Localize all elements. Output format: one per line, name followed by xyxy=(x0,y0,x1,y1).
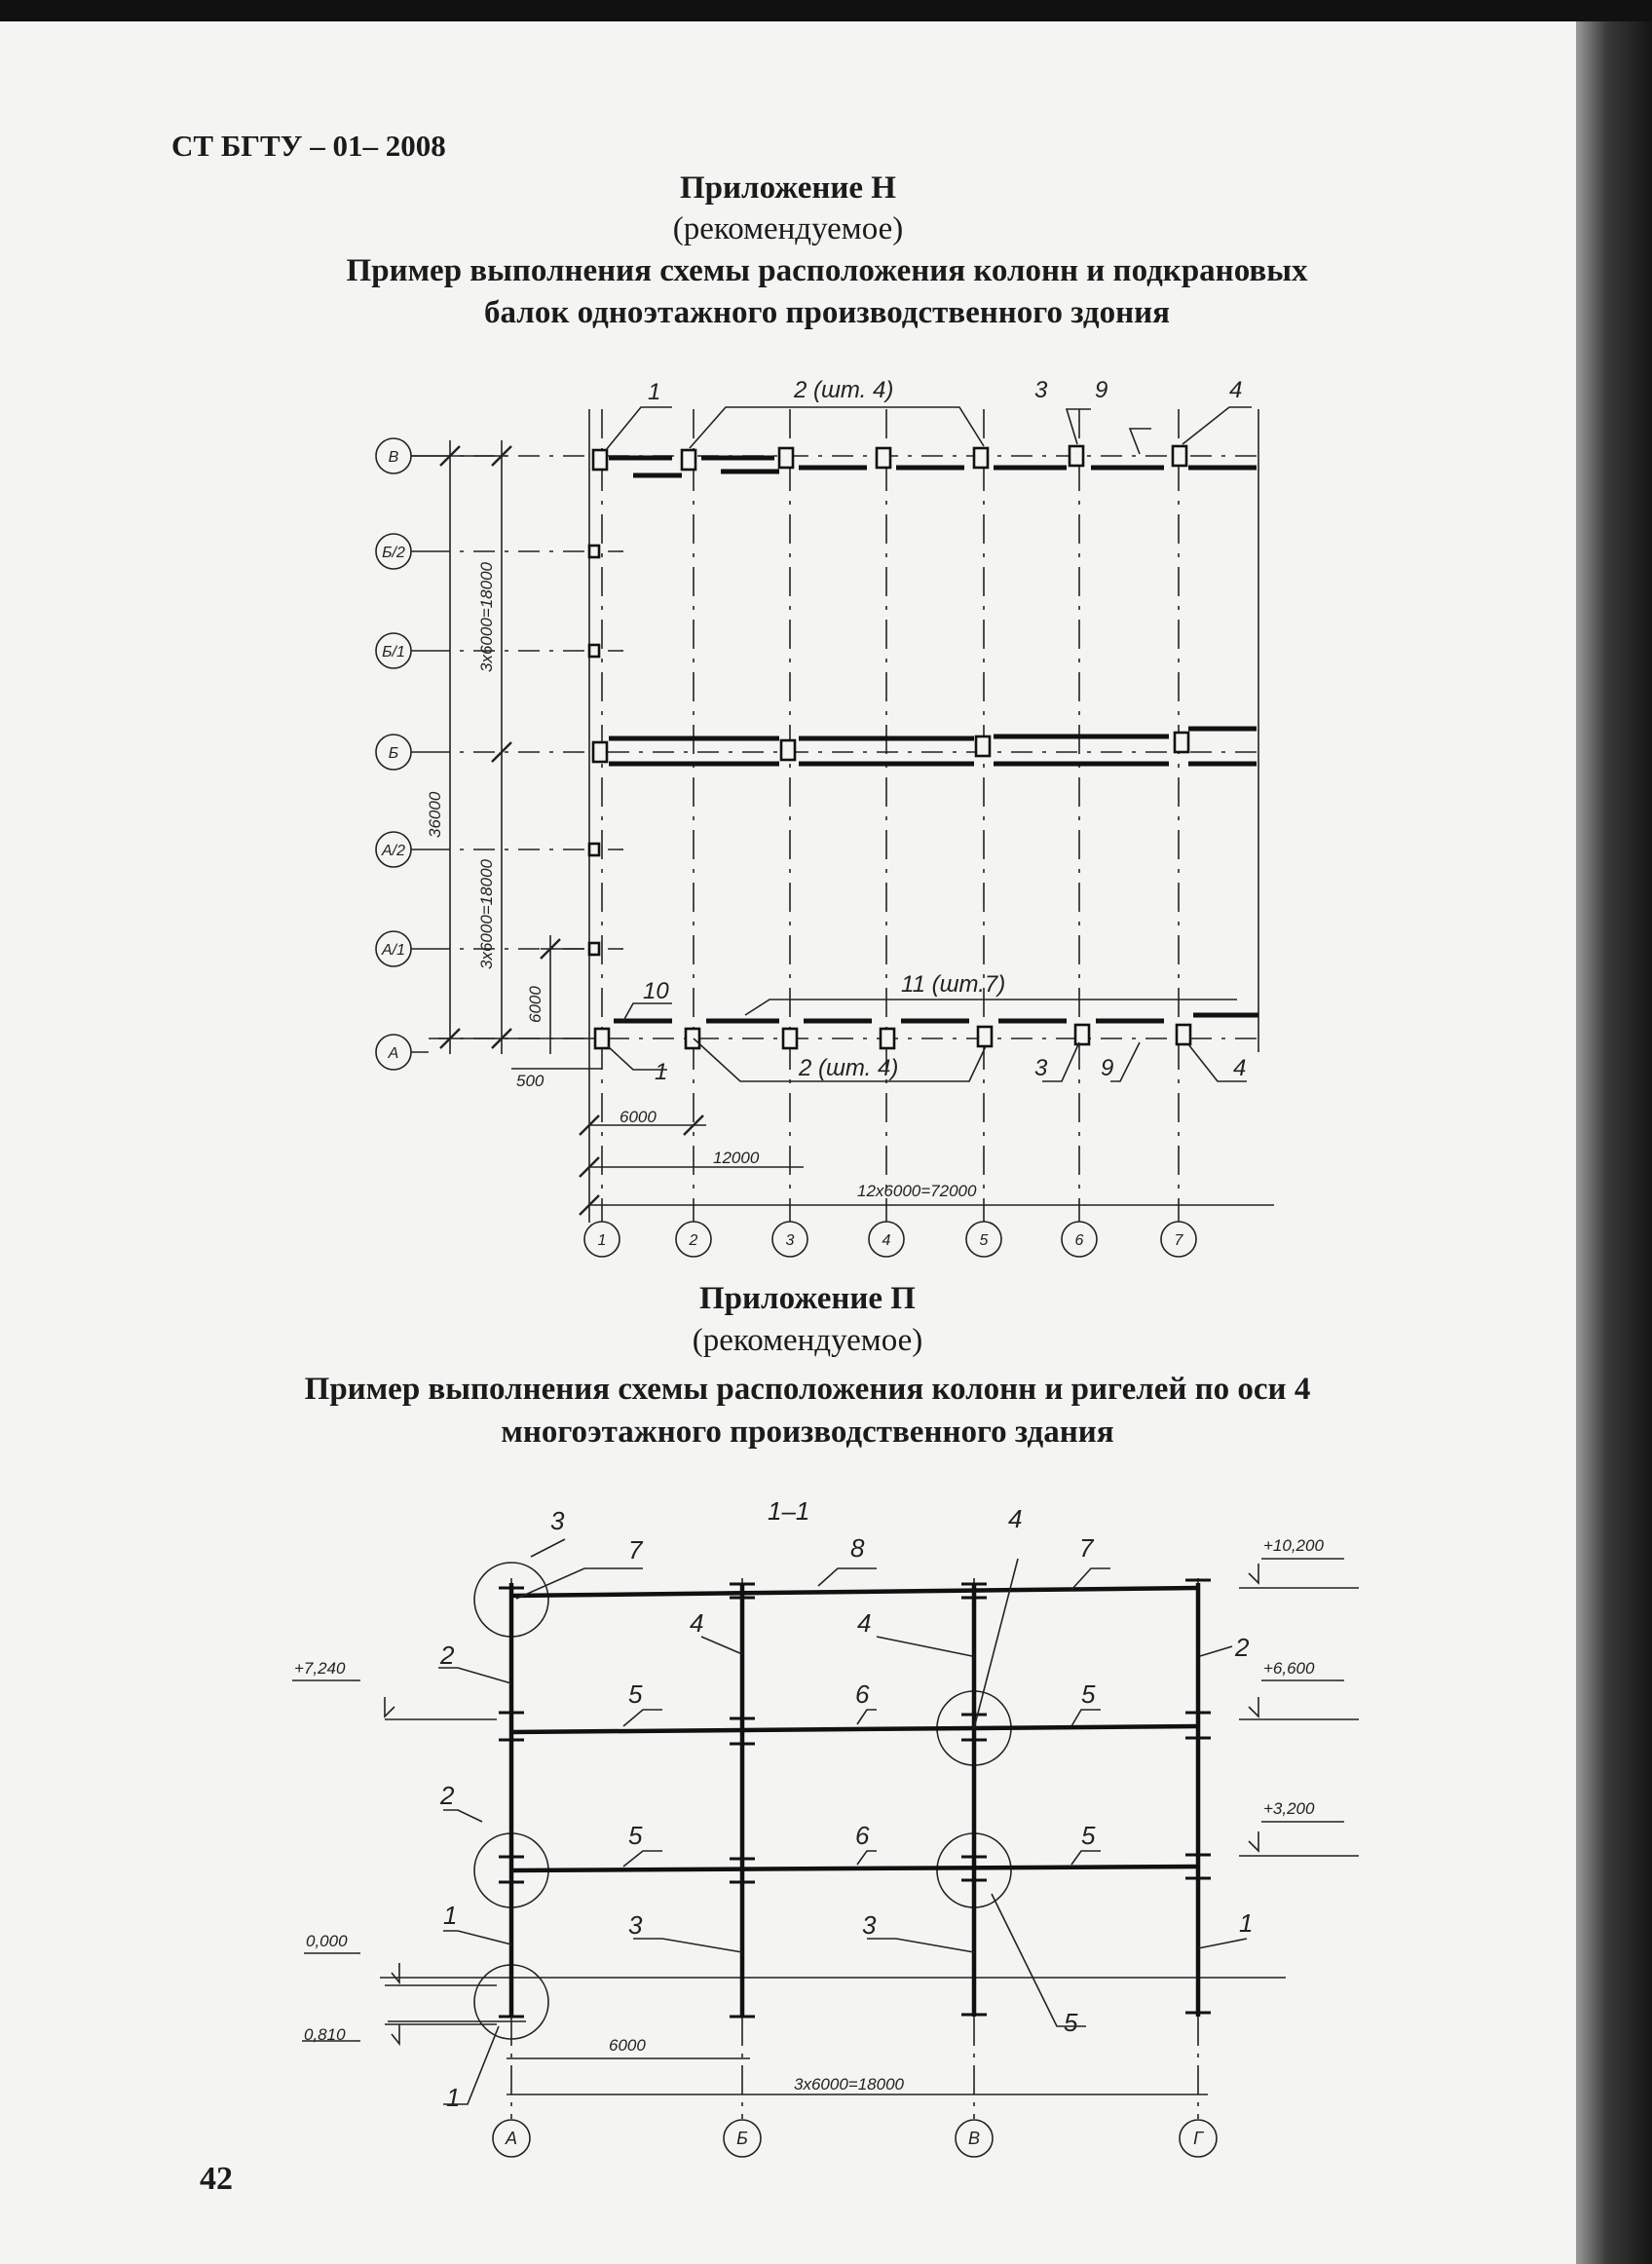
frame-mark-7a: 7 xyxy=(628,1535,643,1565)
mark-top-4: 4 xyxy=(1229,377,1243,403)
frame-mark-2c: 2 xyxy=(440,1781,455,1810)
frame-mark-5c: 5 xyxy=(628,1821,643,1850)
frame-mark-1c: 1 xyxy=(446,2083,461,2112)
mark-top-9: 9 xyxy=(1095,377,1108,403)
frame-mark-1b: 1 xyxy=(1239,1908,1254,1938)
appendix-n-caption-1: Пример выполнения схемы расположения колонн и подкрановых xyxy=(346,253,1308,288)
col-axis-1: 1 xyxy=(597,1232,607,1249)
frame-axis-b: Б xyxy=(736,2129,748,2148)
mark-bottom-3: 3 xyxy=(1034,1055,1048,1081)
page-number: 42 xyxy=(200,2161,233,2197)
level-10200: +10,200 xyxy=(1263,1536,1324,1555)
frame-dim-6000: 6000 xyxy=(609,2036,646,2055)
dim-6000: 6000 xyxy=(620,1108,657,1126)
section-label: 1–1 xyxy=(768,1496,810,1526)
dim-72000: 12х6000=72000 xyxy=(857,1182,977,1200)
col-axis-3: 3 xyxy=(785,1232,795,1249)
col-axis-7: 7 xyxy=(1174,1232,1183,1249)
dim-12000: 12000 xyxy=(713,1149,760,1167)
frame-axis-v: В xyxy=(967,2129,981,2148)
dim-left-upper: 3х6000=18000 xyxy=(477,562,496,672)
page-edge-shadow xyxy=(1576,0,1652,2264)
frame-axis-a: А xyxy=(505,2129,518,2148)
dim-small-6000: 6000 xyxy=(526,986,544,1023)
row-axis-b2: Б/2 xyxy=(382,545,405,561)
frame-mark-2a: 2 xyxy=(440,1641,455,1670)
level-0000: 0,000 xyxy=(306,1932,348,1950)
level-0810: 0,810 xyxy=(304,2025,346,2044)
frame-mark-6b: 6 xyxy=(855,1821,870,1850)
col-axis-4: 4 xyxy=(882,1232,891,1249)
dim-left-total: 36000 xyxy=(426,791,444,838)
frame-mark-2b: 2 xyxy=(1235,1633,1250,1662)
appendix-p-title: Приложение П xyxy=(699,1281,916,1316)
level-6600: +6,600 xyxy=(1263,1659,1315,1678)
appendix-n-caption-2: балок одноэтажного производственного здония xyxy=(484,295,1170,330)
mark-bottom-4: 4 xyxy=(1233,1055,1247,1081)
col-axis-5: 5 xyxy=(979,1232,989,1249)
row-axis-a1: А/1 xyxy=(381,942,406,959)
appendix-p-subtitle: (рекомендуемое) xyxy=(692,1323,923,1358)
frame-mark-4a: 4 xyxy=(1008,1504,1023,1533)
dim-offset-500: 500 xyxy=(516,1072,544,1090)
frame-mark-8: 8 xyxy=(850,1533,865,1563)
frame-mark-3a: 3 xyxy=(550,1506,565,1535)
mark-bottom-2: 2 (шт. 4) xyxy=(799,1055,899,1081)
mark-top-1: 1 xyxy=(648,379,661,405)
frame-mark-4b: 4 xyxy=(690,1608,704,1638)
frame-mark-7b: 7 xyxy=(1079,1533,1094,1563)
row-axis-b1: Б/1 xyxy=(382,644,405,660)
frame-mark-5a: 5 xyxy=(628,1679,643,1709)
frame-mark-3c: 3 xyxy=(862,1910,877,1940)
mark-top-3: 3 xyxy=(1034,377,1048,403)
doc-code: СТ БГТУ – 01– 2008 xyxy=(171,129,446,163)
mark-bottom-11: 11 (шт.7) xyxy=(901,971,1006,998)
frame-mark-5d: 5 xyxy=(1081,1821,1096,1850)
col-axis-2: 2 xyxy=(689,1232,698,1249)
level-7240: +7,240 xyxy=(294,1659,346,1678)
frame-mark-5e: 5 xyxy=(1064,2008,1078,2037)
frame-mark-6a: 6 xyxy=(855,1679,870,1709)
frame-axis-g: Г xyxy=(1193,2129,1203,2148)
dim-left-lower: 3х6000=18000 xyxy=(477,859,496,969)
appendix-n-subtitle: (рекомендуемое) xyxy=(672,211,904,246)
col-axis-6: 6 xyxy=(1074,1232,1084,1249)
row-axis-v: В xyxy=(388,449,399,466)
appendix-n-title: Приложение Н xyxy=(680,170,896,206)
frame-dim-18000: 3х6000=18000 xyxy=(794,2075,904,2094)
frame-mark-4c: 4 xyxy=(857,1608,872,1638)
frame-mark-3b: 3 xyxy=(628,1910,643,1940)
frame-mark-5b: 5 xyxy=(1081,1679,1096,1709)
mark-bottom-9: 9 xyxy=(1101,1055,1114,1081)
mark-bottom-10: 10 xyxy=(643,978,669,1004)
row-axis-b: Б xyxy=(388,745,399,762)
row-axis-a: А xyxy=(388,1045,399,1062)
appendix-p-caption-1: Пример выполнения схемы расположения колонн и ригелей по оси 4 xyxy=(304,1372,1311,1407)
row-axis-a2: А/2 xyxy=(381,843,406,859)
appendix-p-caption-2: многоэтажного производственного здания xyxy=(501,1415,1114,1450)
level-3200: +3,200 xyxy=(1263,1799,1315,1818)
frame-mark-1a: 1 xyxy=(443,1901,458,1930)
mark-bottom-1: 1 xyxy=(655,1059,668,1085)
mark-top-2: 2 (шт. 4) xyxy=(794,377,894,403)
